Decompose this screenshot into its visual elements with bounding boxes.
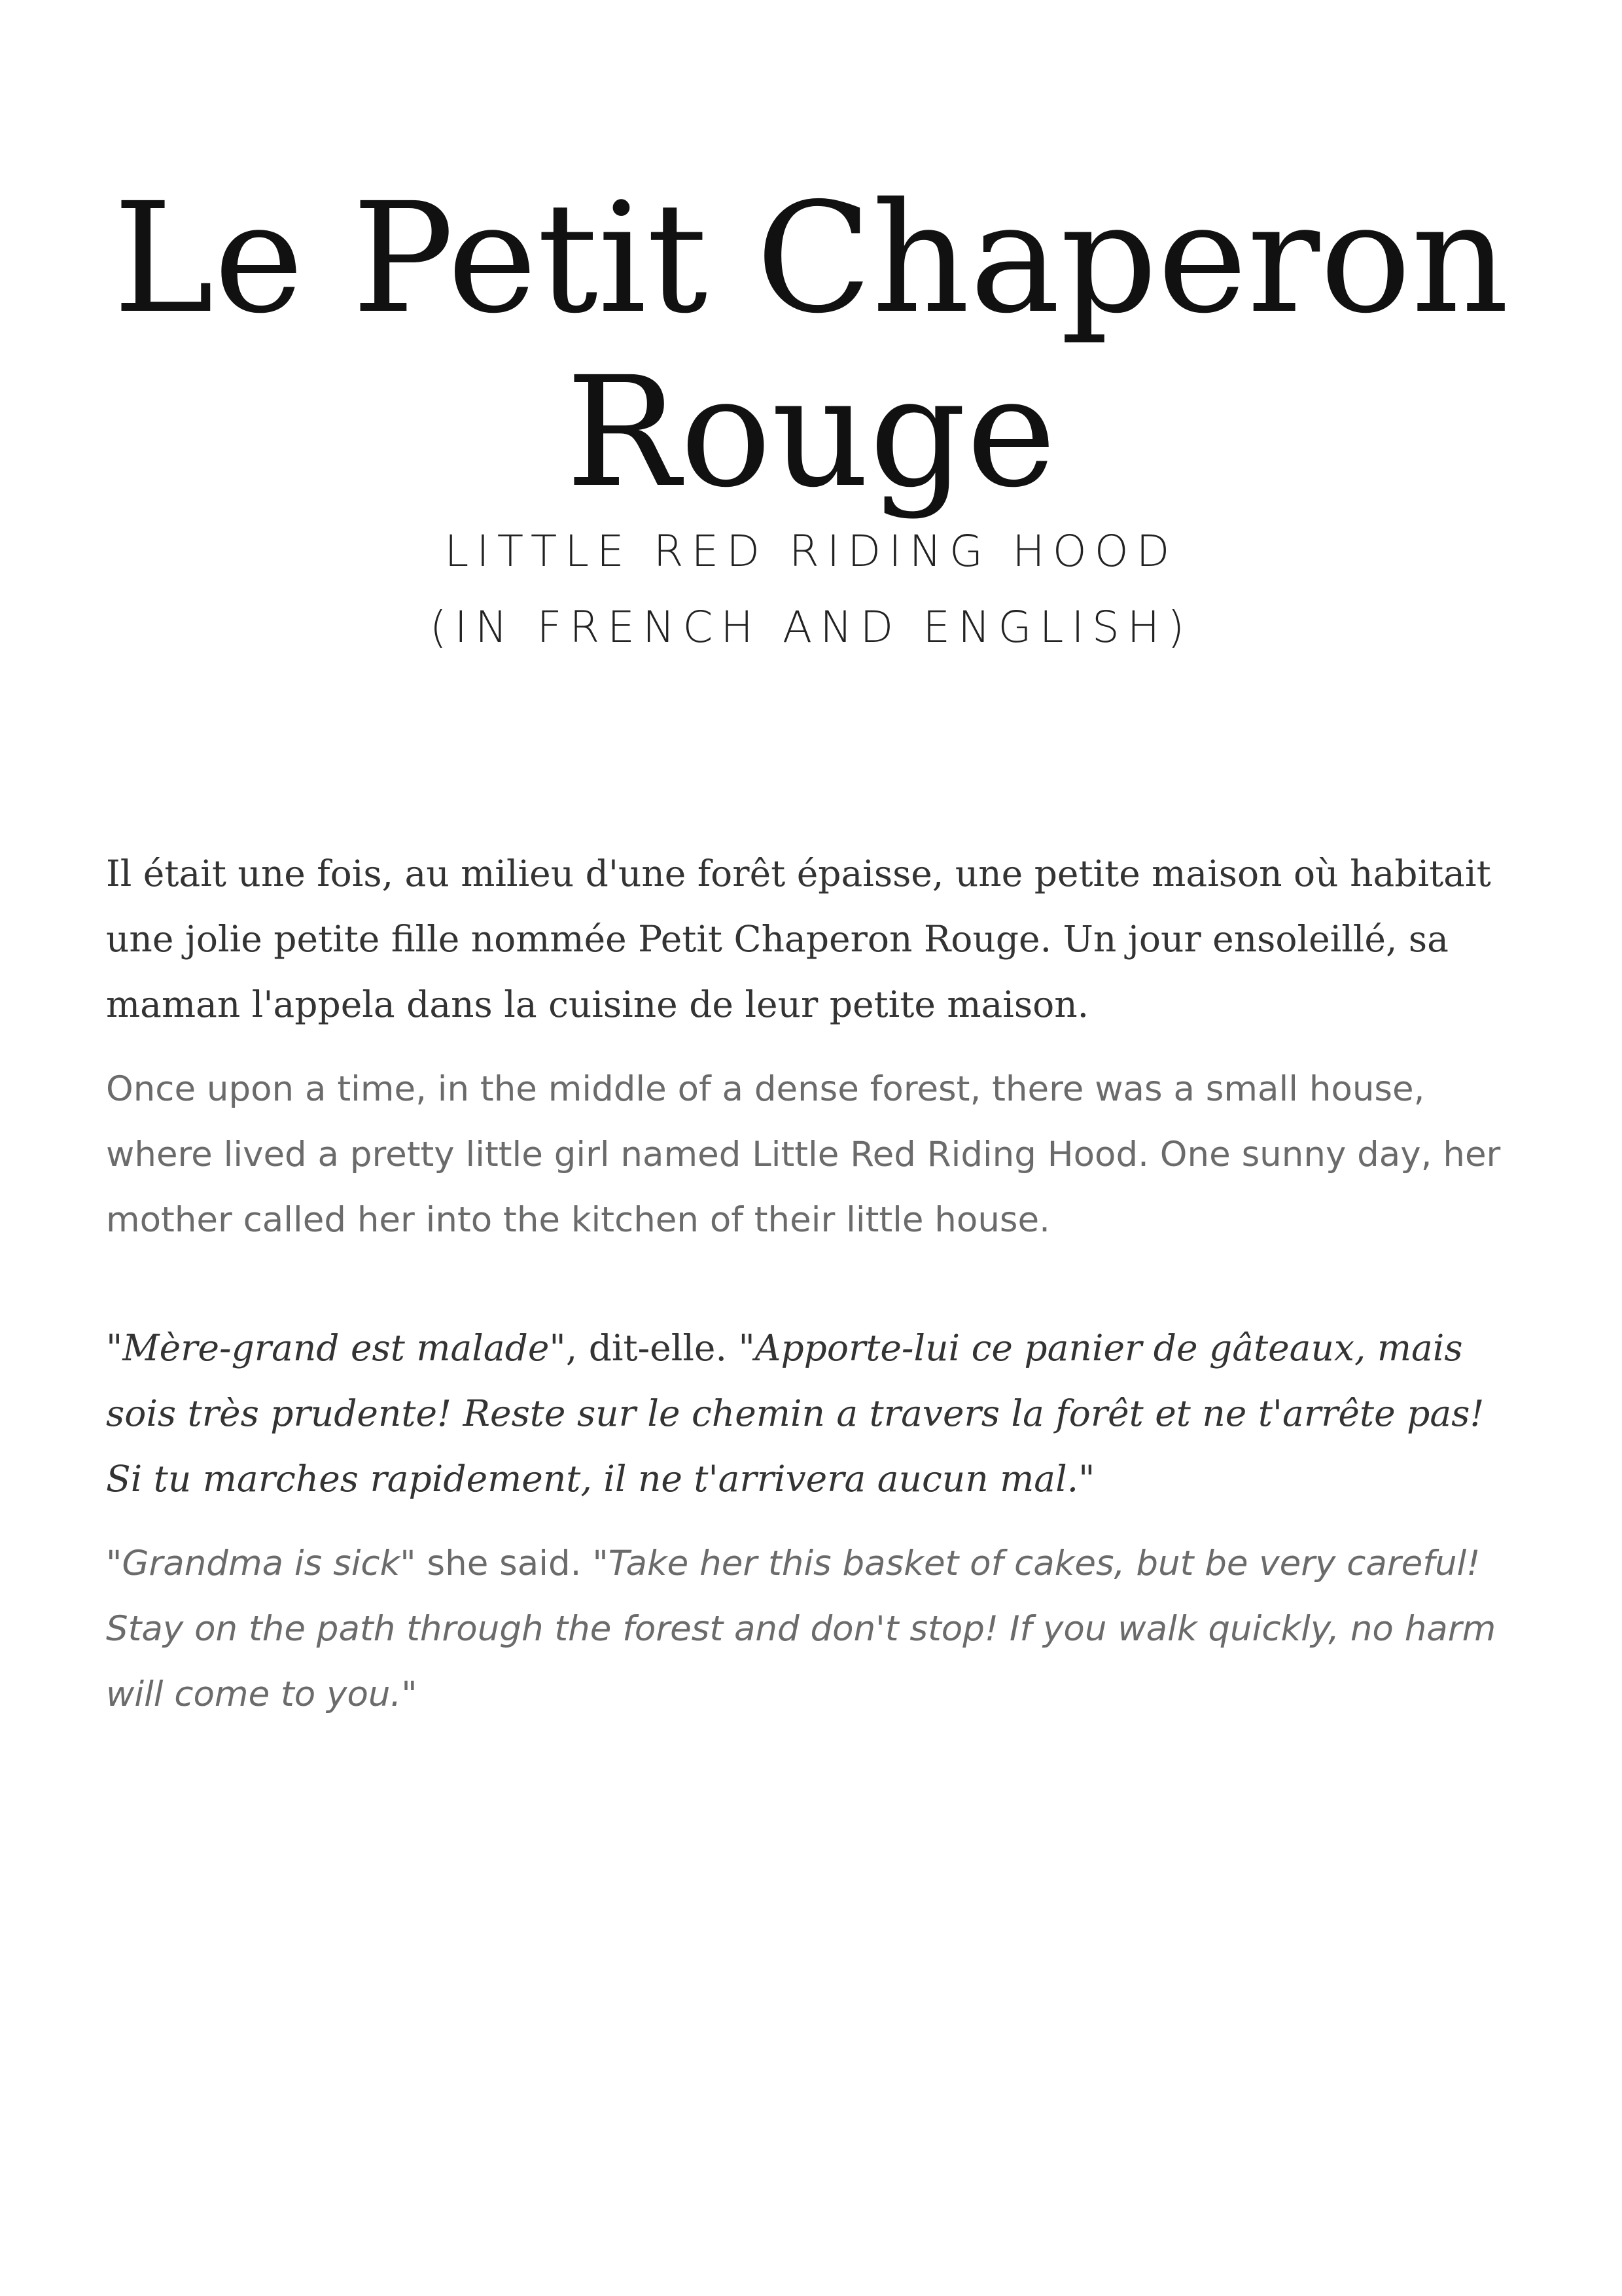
document-subtitle bbox=[0, 514, 1622, 665]
document-title bbox=[0, 171, 1622, 520]
paragraph-2-french-narration: , dit-elle. bbox=[565, 1327, 739, 1369]
title-line-2: Rouge bbox=[565, 344, 1057, 521]
paragraph-2-english-quote-1: "Grandma is sick" bbox=[106, 1544, 416, 1583]
paragraph-1-french: Il était une fois, au milieu d'une forêt épaisse, une petite maison où habitait une jolie petite fille nommée Petit Chaperon Rouge. Un jour ensoleillé, sa maman l'appela dans la cuisine de leur petite maison. bbox=[106, 853, 1491, 1025]
subtitle-line-2: (IN FRENCH AND ENGLISH) bbox=[429, 602, 1193, 652]
paragraph-1-english: Once upon a time, in the middle of a dense forest, there was a small house, where lived a pretty little girl named Little Red Riding Hood. One sunny day, her mother called her into the kitchen of their little house. bbox=[106, 1069, 1501, 1240]
paragraph-2-french-quote-1: "Mère-grand est malade" bbox=[106, 1327, 566, 1369]
title-line-1: Le Petit Chaperon bbox=[113, 170, 1509, 347]
paragraph-2-french-quote-2: "Apporte-lui ce panier de gâteaux, mais sois très prudente! Reste sur le chemin a travers la forêt et ne t'arrête pas! Si tu marches rapidement, il ne t'arrivera aucun mal." bbox=[106, 1327, 1485, 1500]
paragraph-2-english bbox=[106, 1531, 1526, 1727]
paragraph-2-french bbox=[106, 1315, 1526, 1511]
subtitle-line-1: LITTLE RED RIDING HOOD bbox=[444, 526, 1178, 576]
paragraph-2-english-narration: she said. bbox=[415, 1544, 593, 1583]
paragraph-2-english-quote-2: "Take her this basket of cakes, but be very careful! Stay on the path through the forest and don't stop! If you walk quickly, no harm will come to you." bbox=[106, 1544, 1496, 1714]
